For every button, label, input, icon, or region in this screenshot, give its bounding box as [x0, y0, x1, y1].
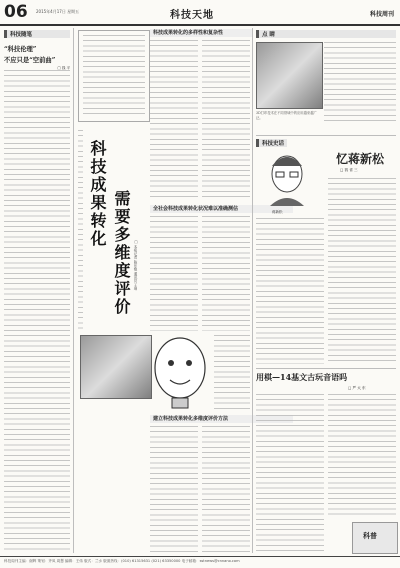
feature-col5-text — [150, 426, 198, 552]
right-middle-section — [256, 139, 287, 147]
intro-box — [78, 30, 150, 122]
right-top-section — [256, 30, 396, 38]
column-title-line2: 不应只是“空前曲” — [4, 57, 56, 64]
page-header — [0, 0, 400, 26]
section-rule — [256, 368, 396, 369]
memoir-author: □ 钱 省 三 — [340, 168, 358, 172]
column-tag: 科技随笔 — [4, 30, 70, 38]
feature-col7-text — [214, 335, 250, 413]
memoir-col1-text — [256, 218, 324, 364]
feature-side-text — [78, 130, 83, 330]
memoir-col2-text — [328, 178, 396, 364]
science-corner-label: 科普 — [363, 531, 377, 540]
right-top-text — [324, 42, 396, 122]
intro-box-text — [83, 35, 145, 117]
feature-heading-3: 建立科技成果转化多维度评价方法 — [150, 415, 293, 423]
portrait-caption: 蒋新松 — [272, 210, 283, 214]
idea-illustration — [150, 330, 210, 415]
bottom-col2-text — [328, 394, 396, 518]
feature-heading-1: 科技成果转化的多样性和复杂性 — [150, 29, 253, 37]
feature-col2-text — [202, 40, 250, 200]
column-author: □ 钱 平 — [57, 66, 70, 70]
feature-byline: □ 本报记者 陈东艳 通讯员 王坤 — [134, 240, 138, 291]
right-middle-tag: 科技史话 — [256, 139, 287, 147]
feature-col4-text — [202, 216, 250, 331]
feature-col6-text — [202, 426, 250, 552]
memoir-title: 忆蒋新松 — [336, 152, 385, 166]
left-column-text — [4, 70, 70, 550]
left-column — [4, 30, 70, 71]
bottom-article-author: □ 严 大 东 — [348, 386, 366, 390]
section-rule — [256, 135, 396, 136]
feature-heading-2: 全社会科技成果转化状况难以准确测估 — [150, 205, 293, 213]
section-title: 科技天地 — [170, 10, 214, 21]
feature-title-part2: 需要多维度评价 — [112, 190, 131, 316]
feature-col1-text — [150, 40, 198, 200]
feature-title-part1: 科技成果转化 — [88, 140, 107, 248]
page-footer: 科技周刊主编：谢辉 策划：齐凤 周慧 编辑：王伟 版式：兰水 版面热线：(010) 61315631 (021) 63350000 电子邮箱：sstnews@cnnano.com — [0, 556, 400, 568]
portrait-sketch — [262, 150, 312, 208]
column-title-line1: “科技伦理” — [4, 46, 37, 53]
paper-name: 科技周刊 — [369, 11, 394, 18]
feature-col3-text — [150, 216, 198, 331]
lab-photo — [80, 335, 152, 399]
column-rule — [73, 28, 74, 553]
science-corner-box — [352, 522, 398, 554]
photo-caption: 3D打印技术在不同领域中的应用越来越广泛。 — [256, 111, 317, 120]
page-number: 06 — [4, 2, 28, 22]
bottom-col1-text — [256, 394, 324, 552]
printer-photo — [256, 42, 323, 109]
column-rule — [252, 28, 253, 553]
issue-date: 2015年4月17日 星期五 — [36, 9, 80, 14]
bottom-article-title: 用棋—14基文古玩音语吗 — [256, 372, 348, 382]
right-top-tag: 点 睛 — [256, 30, 396, 38]
